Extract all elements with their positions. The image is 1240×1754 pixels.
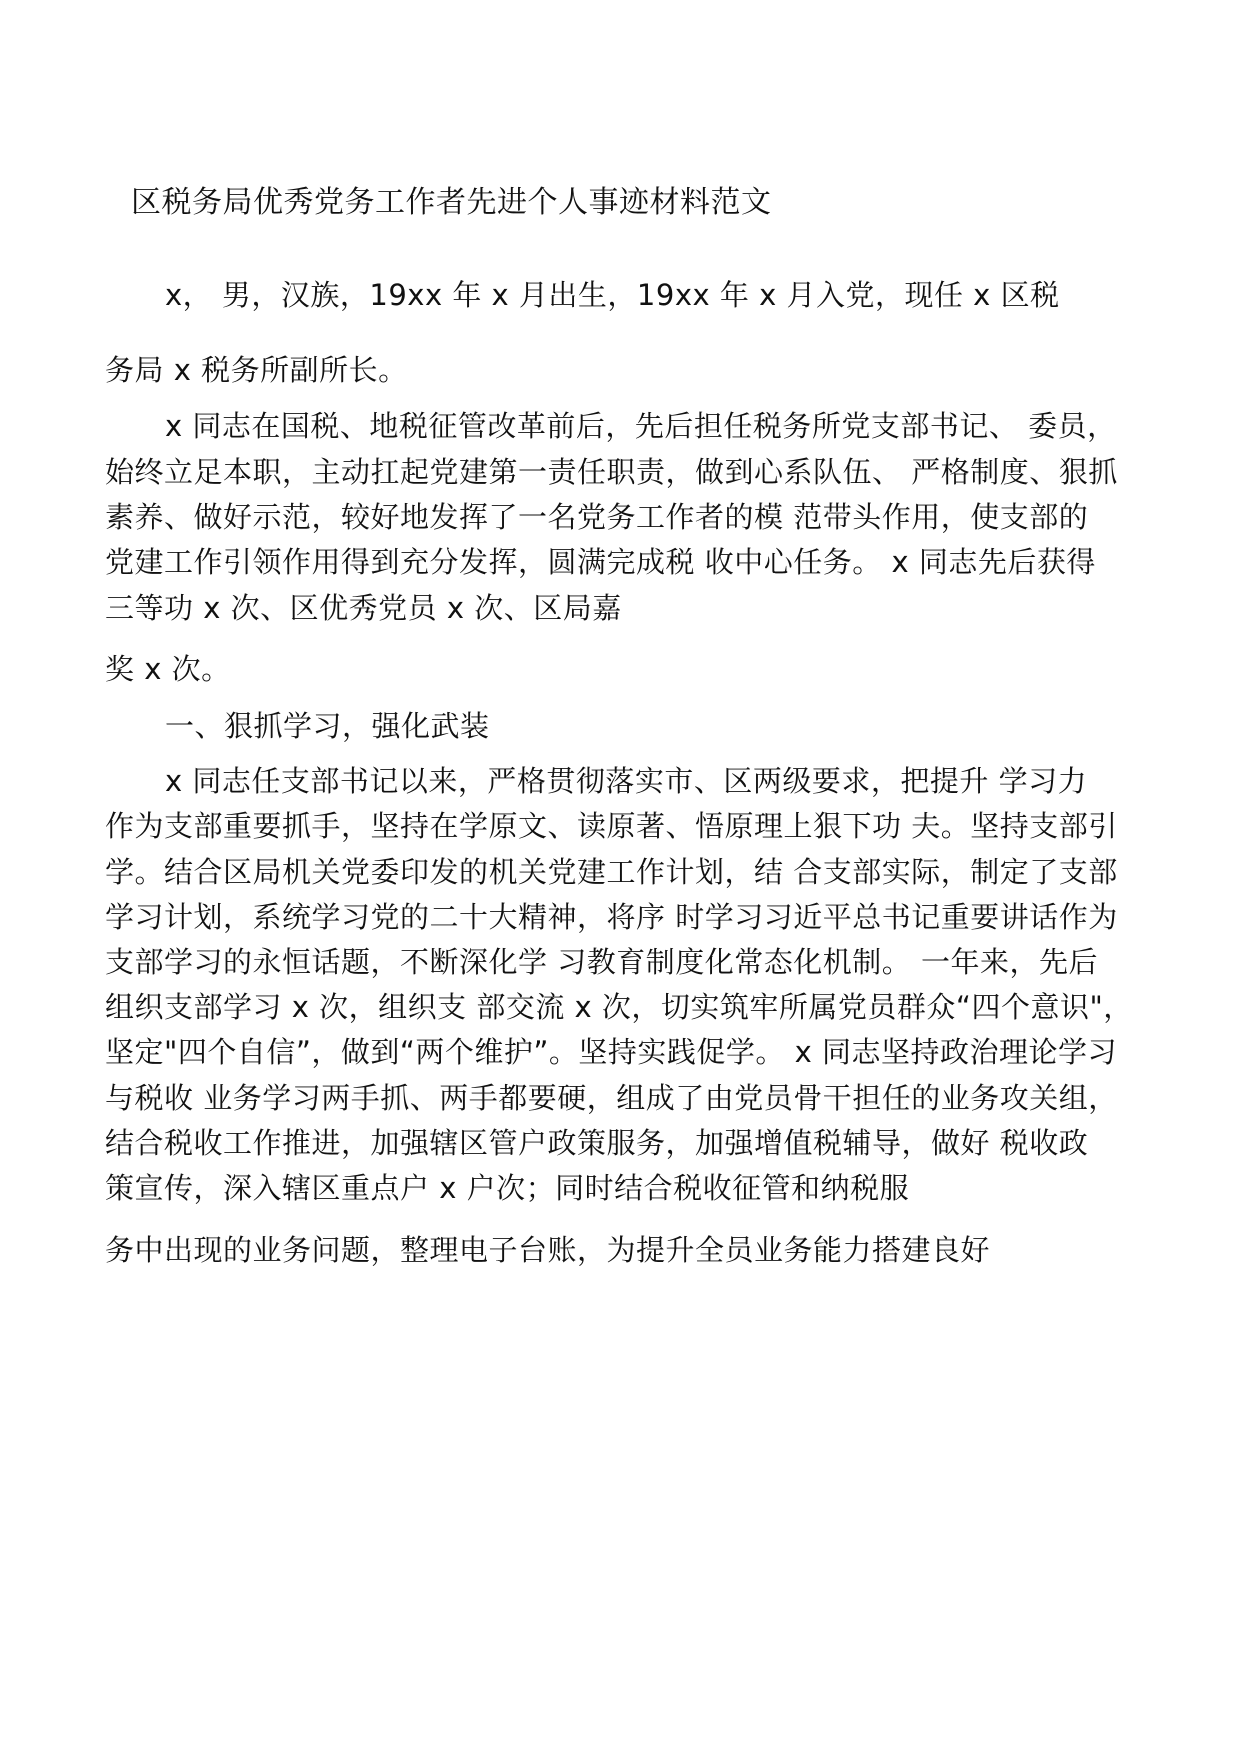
paragraph-line: 策宣传，深入辖区重点户 x 户次；同时结合税收征管和纳税服 [105,1171,910,1205]
paragraph-line: 奖 x 次。 [105,652,231,686]
paragraph-line: 作为支部重要抓手，坚持在学原文、读原著、悟原理上狠下功 夫。坚持支部引 [105,809,1118,843]
paragraph-line: 支部学习的永恒话题，不断深化学 习教育制度化常态化机制。 一年来，先后 [105,945,1098,979]
paragraph-line: x 同志在国税、地税征管改革前后，先后担任税务所党支部书记、 委员， [165,409,1117,443]
paragraph-line: 素养、做好示范，较好地发挥了一名党务工作者的模 范带头作用，使支部的 [105,500,1089,534]
paragraph-line: 始终立足本职，主动扛起党建第一责任职责，做到心系队伍、 严格制度、狠抓 [105,455,1118,489]
paragraph-line: 学习计划，系统学习党的二十大精神，将序 时学习习近平总书记重要讲话作为 [105,900,1118,934]
paragraph-line: 组织支部学习 x 次，组织支 部交流 x 次，切实筑牢所属党员群众“四个意识"， [105,990,1133,1024]
paragraph-line: 党建工作引领作用得到充分发挥，圆满完成税 收中心任务。 x 同志先后获得 [105,545,1096,579]
paragraph-line: 与税收 业务学习两手抓、两手都要硬，组成了由党员骨干担任的业务攻关组， [105,1081,1118,1115]
document-title: 区税务局优秀党务工作者先进个人事迹材料范文 [131,185,772,220]
section-heading: 一、狠抓学习，强化武装 [165,709,490,743]
paragraph-line: 结合税收工作推进，加强辖区管户政策服务，加强增值税辅导，做好 税收政 [105,1126,1089,1160]
paragraph-line: 务局 x 税务所副所长。 [105,353,408,387]
paragraph-line: 学。结合区局机关党委印发的机关党建工作计划，结 合支部实际，制定了支部 [105,855,1118,889]
paragraph-line: x 同志任支部书记以来，严格贯彻落实市、区两级要求，把提升 学习力 [165,764,1088,798]
paragraph-line: 坚定"四个自信”，做到“两个维护”。坚持实践促学。 x 同志坚持政治理论学习 [105,1035,1118,1069]
paragraph-line: x， 男，汉族，19xx 年 x 月出生，19xx 年 x 月入党，现任 x 区税 [165,278,1060,312]
paragraph-line: 务中出现的业务问题，整理电子台账，为提升全员业务能力搭建良好 [105,1233,991,1267]
paragraph-line: 三等功 x 次、区优秀党员 x 次、区局嘉 [105,591,622,625]
